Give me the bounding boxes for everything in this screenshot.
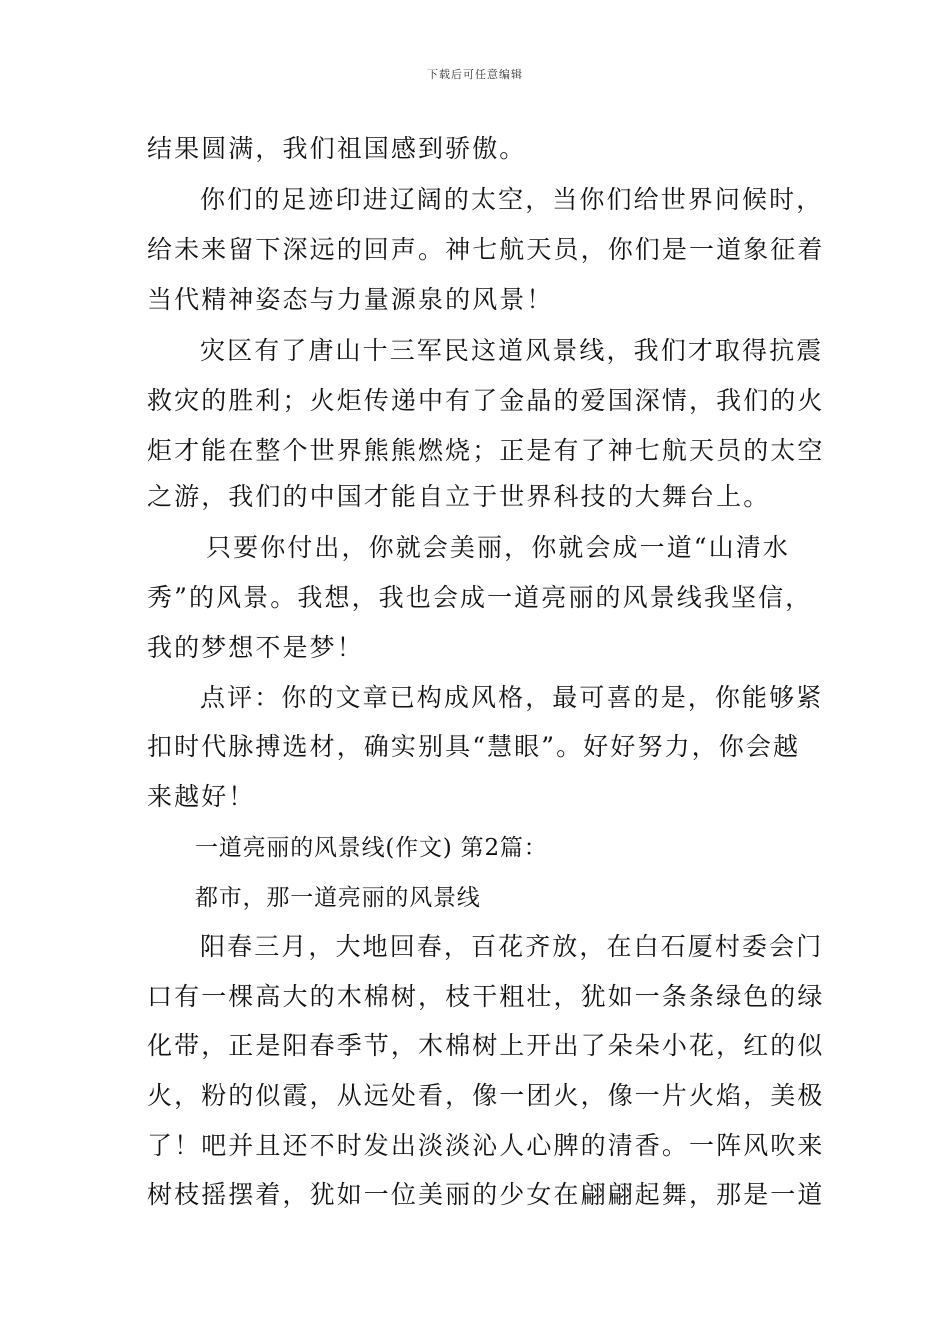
text-line: 灾区有了唐山十三军民这道风景线，我们才取得抗震: [200, 336, 824, 365]
text-line: 救灾的胜利；火炬传递中有了金晶的爱国深情，我们的火: [147, 386, 825, 415]
article-title: 都市，那一道亮丽的风景线: [195, 885, 481, 911]
text-line: 你们的足迹印进辽阔的太空，当你们给世界问候时，: [200, 185, 824, 214]
text-line: 树枝摇摆着，犹如一位美丽的少女在翩翩起舞，那是一道: [147, 1180, 825, 1209]
text-line: 扣时代脉搏选材，确实别具“慧眼”。好好努力，你会越: [147, 732, 801, 761]
text-line: 给未来留下深远的回声。神七航天员，你们是一道象征着: [147, 235, 825, 264]
text-line: 了！吧并且还不时发出淡淡沁人心脾的清香。一阵风吹来: [147, 1131, 825, 1160]
section-heading: 一道亮丽的风景线(作文) 第2篇：: [195, 835, 548, 861]
text-line: 口有一棵高大的木棉树，枝干粗壮，犹如一条条绿色的绿: [147, 982, 825, 1011]
text-line: 之游，我们的中国才能自立于世界科技的大舞台上。: [147, 482, 771, 511]
text-line: 当代精神姿态与力量源泉的风景！: [147, 285, 554, 314]
text-line: 只要你付出，你就会美丽，你就会成一道“山清水: [206, 533, 790, 562]
text-line: 来越好！: [147, 782, 256, 811]
text-line: 火，粉的似霞，从远处看，像一团火，像一片火焰，美极: [147, 1081, 825, 1110]
text-line: 炬才能在整个世界熊熊燃烧；正是有了神七航天员的太空: [147, 436, 825, 465]
text-line: 结果圆满，我们祖国感到骄傲。: [147, 134, 527, 163]
text-line: 化带，正是阳春季节，木棉树上开出了朵朵小花，红的似: [147, 1031, 825, 1060]
text-line: 秀”的风景。我想，我也会成一道亮丽的风景线我坚信，: [147, 583, 813, 612]
text-line: 阳春三月，大地回春，百花齐放，在白石厦村委会门: [200, 932, 824, 961]
text-line: 点评：你的文章已构成风格，最可喜的是，你能够紧: [200, 683, 824, 712]
text-line: 我的梦想不是梦！: [147, 633, 364, 662]
header-note: 下载后可任意编辑: [427, 68, 523, 81]
